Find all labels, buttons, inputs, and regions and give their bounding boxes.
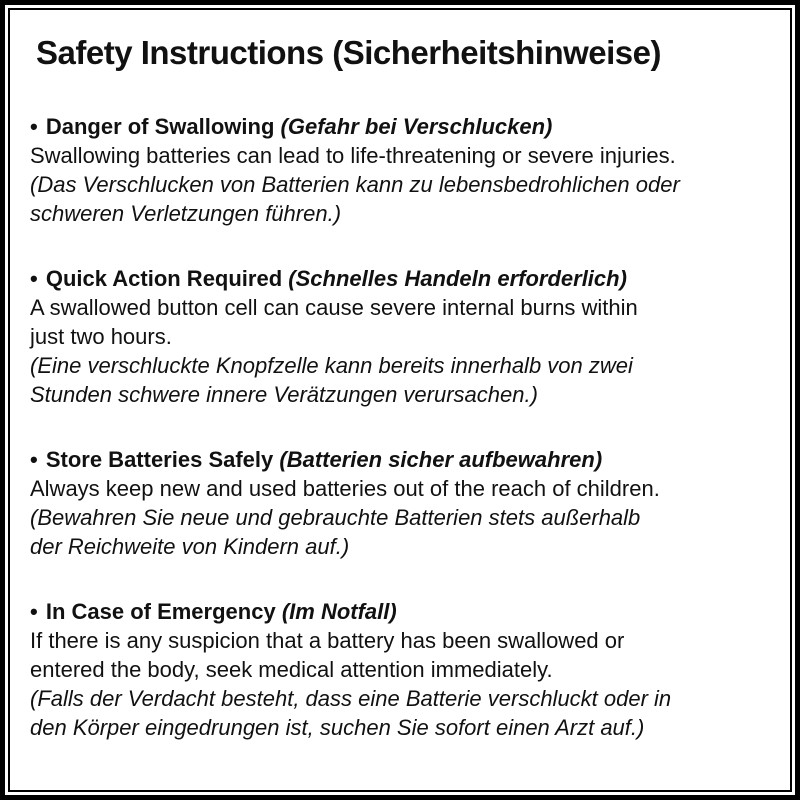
section-heading-german: (Gefahr bei Verschlucken): [280, 114, 553, 139]
section-heading-english: Store Batteries Safely: [45, 447, 274, 472]
bullet-point: •: [30, 447, 38, 472]
translation-line: den Körper eingedrungen ist, suchen Sie sofort einen Arzt auf.): [30, 715, 645, 740]
translation-line: (Das Verschlucken von Batterien kann zu lebensbedrohlichen oder: [30, 172, 680, 197]
section-store-batteries-safely: [30, 445, 772, 561]
section-heading: [30, 597, 772, 626]
inner-frame: [8, 8, 792, 792]
body-line: Always keep new and used batteries out of the reach of children.: [30, 476, 660, 501]
section-heading-german: (Schnelles Handeln erforderlich): [288, 266, 627, 291]
section-quick-action-required: [30, 264, 772, 409]
translation-line: (Eine verschluckte Knopfzelle kann bereits innerhalb von zwei: [30, 353, 633, 378]
section-heading: [30, 445, 772, 474]
body-line: entered the body, seek medical attention immediately.: [30, 657, 553, 682]
bullet-point: •: [30, 266, 38, 291]
translation-line: (Bewahren Sie neue und gebrauchte Batterien stets außerhalb: [30, 505, 641, 530]
translation-line: der Reichweite von Kindern auf.): [30, 534, 350, 559]
section-heading-german: (Batterien sicher aufbewahren): [279, 447, 603, 472]
section-heading-english: Danger of Swallowing: [45, 114, 275, 139]
section-heading-german: (Im Notfall): [281, 599, 397, 624]
body-line: just two hours.: [30, 324, 172, 349]
section-heading-english: In Case of Emergency: [45, 599, 276, 624]
section-heading: [30, 264, 772, 293]
section-heading: [30, 112, 772, 141]
body-line: Swallowing batteries can lead to life-threatening or severe injuries.: [30, 143, 676, 168]
body-line: A swallowed button cell can cause severe internal burns within: [30, 295, 638, 320]
translation-line: (Falls der Verdacht besteht, dass eine Batterie verschluckt oder in: [30, 686, 672, 711]
translation-line: Stunden schwere innere Verätzungen verursachen.): [30, 382, 538, 407]
page-title: Safety Instructions (Sicherheitshinweise): [36, 34, 661, 71]
section-in-case-of-emergency: [30, 597, 772, 742]
body-line: If there is any suspicion that a battery has been swallowed or: [30, 628, 625, 653]
bullet-point: •: [30, 114, 38, 139]
translation-line: schweren Verletzungen führen.): [30, 201, 342, 226]
bullet-point: •: [30, 599, 38, 624]
section-danger-of-swallowing: [30, 112, 772, 228]
section-heading-english: Quick Action Required: [45, 266, 283, 291]
